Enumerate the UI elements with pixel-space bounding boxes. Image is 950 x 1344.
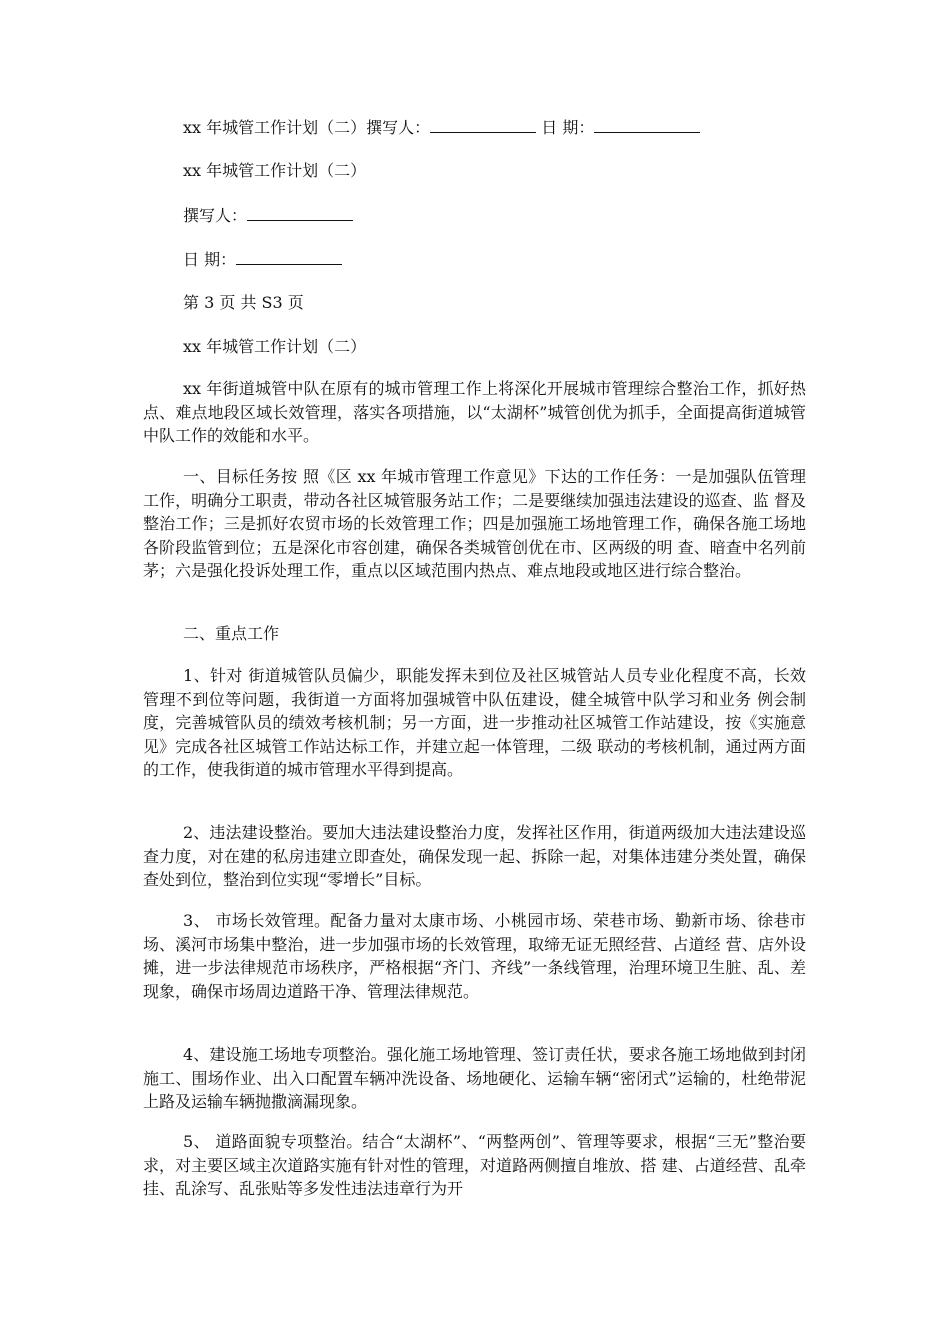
document-title: xx 年城管工作计划（二） <box>183 161 367 180</box>
author-blank <box>430 116 536 133</box>
date-blank <box>594 116 700 133</box>
item-5-paragraph: 5、 道路面貌专项整治。结合“太湖杯”、“两整两创”、管理等要求，根据“三无”整治要求，对主要区域主次道路实施有针对性的管理，对道路两侧擅自堆放、搭 建、占道经营、乱牵挂、乱涂写、乱张贴等多发性违法违章行为开 <box>143 1132 806 1199</box>
author-label: 撰写人： <box>183 206 248 225</box>
title-line <box>183 116 700 139</box>
date-label: 日 期： <box>183 250 237 269</box>
title-line-prefix: xx 年城管工作计划（二）撰写人： <box>183 118 431 137</box>
item-1-paragraph: 1、针对 街道城管队员偏少，职能发挥未到位及社区城管站人员专业化程度不高，长效管理不到位等问题，我街道一方面将加强城管中队伍建设，健全城管中队学习和业务 例会制度，完善城管队员的绩效考核机制；另一方面，进一步推动社区城管工作站建设，按《实施意见》完成各社区城管工作站达标工作，并建立起一体管理，二级 联动的考核机制，通过两方面的工作，使我街道的城市管理水平得到提高。 <box>143 666 806 780</box>
document-title-repeat: xx 年城管工作计划（二） <box>183 337 367 356</box>
item-3-paragraph: 3、 市场长效管理。配备力量对太康市场、小桃园市场、荣巷市场、勤新市场、徐巷市场、溪河市场集中整治，进一步加强市场的长效管理，取缔无证无照经营、占道经 营、店外设摊，进一步法律规范市场秩序，严格根据“齐门、齐线”一条线管理，治理环境卫生脏、乱、差现象，确保市场周边道路干净、管理法律规范。 <box>143 911 806 1001</box>
title-line-date-label: 日 期： <box>536 118 595 137</box>
item-2-paragraph: 2、违法建设整治。要加大违法建设整治力度，发挥社区作用，街道两级加大违法建设巡查力度，对在建的私房违建立即查处，确保发现一起、拆除一起，对集体违建分类处置，确保查处到位，整治到位实现“零增长”目标。 <box>143 823 806 890</box>
author-line <box>183 204 353 227</box>
date-blank-2 <box>236 248 342 265</box>
item-4-paragraph: 4、建设施工场地专项整治。强化施工场地管理、签订责任状，要求各施工场地做到封闭施工、围场作业、出入口配置车辆冲洗设备、场地硬化、运输车辆“密闭式”运输的，杜绝带泥上路及运输车辆抛撒滴漏现象。 <box>143 1045 806 1112</box>
date-line <box>183 248 342 271</box>
section-2-heading: 二、重点工作 <box>183 624 280 643</box>
intro-paragraph: xx 年街道城管中队在原有的城市管理工作上将深化开展城市管理综合整治工作，抓好热点、难点地段区域长效管理，落实各项措施，以“太湖杯”城管创优为抓手，全面提高街道城管中队工作的效能和水平。 <box>143 379 806 446</box>
page-info: 第 3 页 共 S3 页 <box>183 293 304 312</box>
section-1-paragraph: 一、目标任务按 照《区 xx 年城市管理工作意见》下达的工作任务：一是加强队伍管理工作，明确分工职责，带动各社区城管服务站工作；二是要继续加强违法建设的巡查、监 督及整治工作；三是抓好农贸市场的长效管理工作；四是加强施工场地管理工作，确保各施工场地各阶段监管到位；五是深化市容创建，确保各类城管创优在市、区两级的明 查、暗查中名列前茅；六是强化投诉处理工作，重点以区域范围内热点、难点地段或地区进行综合整治。 <box>143 467 806 581</box>
author-blank-2 <box>247 204 353 221</box>
